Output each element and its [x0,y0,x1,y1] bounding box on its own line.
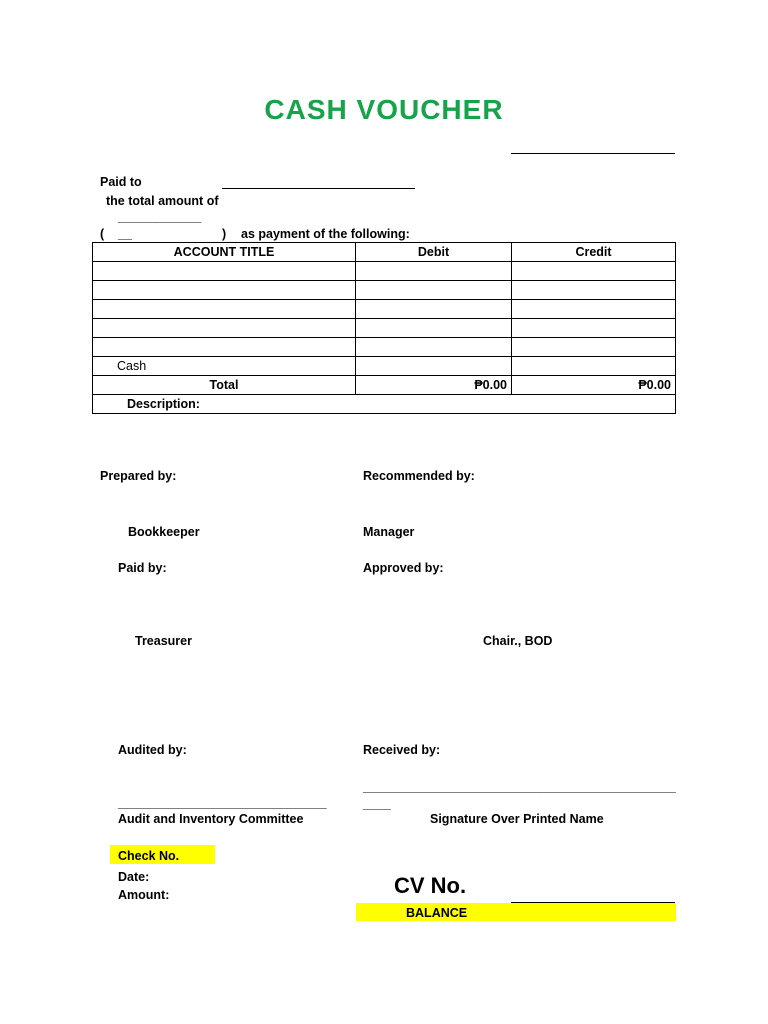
cv-no-label: CV No. [394,873,467,898]
date-label: Date: [118,870,150,884]
table-row [93,281,676,300]
table-row [93,319,676,338]
debit-cell[interactable] [356,338,512,357]
approved-by-label: Approved by: [363,561,444,575]
credit-cell[interactable] [512,281,676,300]
account-cell[interactable] [93,319,356,338]
recommended-by-label: Recommended by: [363,469,475,483]
table-row [93,338,676,357]
audit-signature-line[interactable]: ______________________________ [118,796,327,810]
signature-label: Signature Over Printed Name [430,812,604,826]
paid-to-field[interactable] [222,188,415,189]
received-signature-line[interactable]: _____________________________________________ [363,780,676,794]
cash-label: Cash [93,357,356,376]
audited-by-label: Audited by: [118,743,187,757]
manager-label: Manager [363,525,415,539]
total-credit: ₱0.00 [512,376,676,395]
credit-cell[interactable] [512,319,676,338]
cash-debit-cell[interactable] [356,357,512,376]
received-signature-line-tail: ____ [363,797,391,811]
total-amount-label: the total amount of [106,194,219,208]
debit-cell[interactable] [356,300,512,319]
amount-label: Amount: [118,888,170,902]
table-row [93,300,676,319]
chair-label: Chair., BOD [483,634,553,648]
header-debit: Debit [356,243,512,262]
bookkeeper-label: Bookkeeper [128,525,200,539]
balance-highlight [356,903,676,921]
close-paren: ) [222,227,227,241]
description-field[interactable] [93,395,676,414]
debit-cell[interactable] [356,262,512,281]
treasurer-label: Treasurer [135,634,192,648]
amount-words-blank[interactable]: ____________ [118,210,202,224]
balance-label: BALANCE [406,906,468,920]
open-paren: ( [100,227,105,241]
header-credit: Credit [512,243,676,262]
paid-to-label: Paid to [100,175,142,189]
account-cell[interactable] [93,281,356,300]
table-row [93,262,676,281]
debit-cell[interactable] [356,281,512,300]
audit-committee-label: Audit and Inventory Committee [118,812,304,826]
total-debit: ₱0.00 [356,376,512,395]
header-account-title: ACCOUNT TITLE [93,243,356,262]
check-no-label: Check No. [118,849,180,863]
prepared-by-label: Prepared by: [100,469,177,483]
voucher-title: CASH VOUCHER [264,94,504,125]
credit-cell[interactable] [512,338,676,357]
credit-cell[interactable] [512,300,676,319]
cash-row [93,357,676,376]
total-label: Total [93,376,356,395]
total-row [93,376,676,395]
voucher-number-line[interactable] [511,153,675,154]
credit-cell[interactable] [512,262,676,281]
amount-figures-blank[interactable]: __ [118,227,132,241]
account-cell[interactable] [93,300,356,319]
account-cell[interactable] [93,262,356,281]
received-by-label: Received by: [363,743,441,757]
account-table [92,242,676,414]
account-cell[interactable] [93,338,356,357]
table-header-row [93,243,676,262]
description-label: Description: [127,397,200,411]
paid-by-label: Paid by: [118,561,167,575]
cash-credit-cell[interactable] [512,357,676,376]
debit-cell[interactable] [356,319,512,338]
description-row [93,395,676,414]
payment-label: as payment of the following: [241,227,410,241]
